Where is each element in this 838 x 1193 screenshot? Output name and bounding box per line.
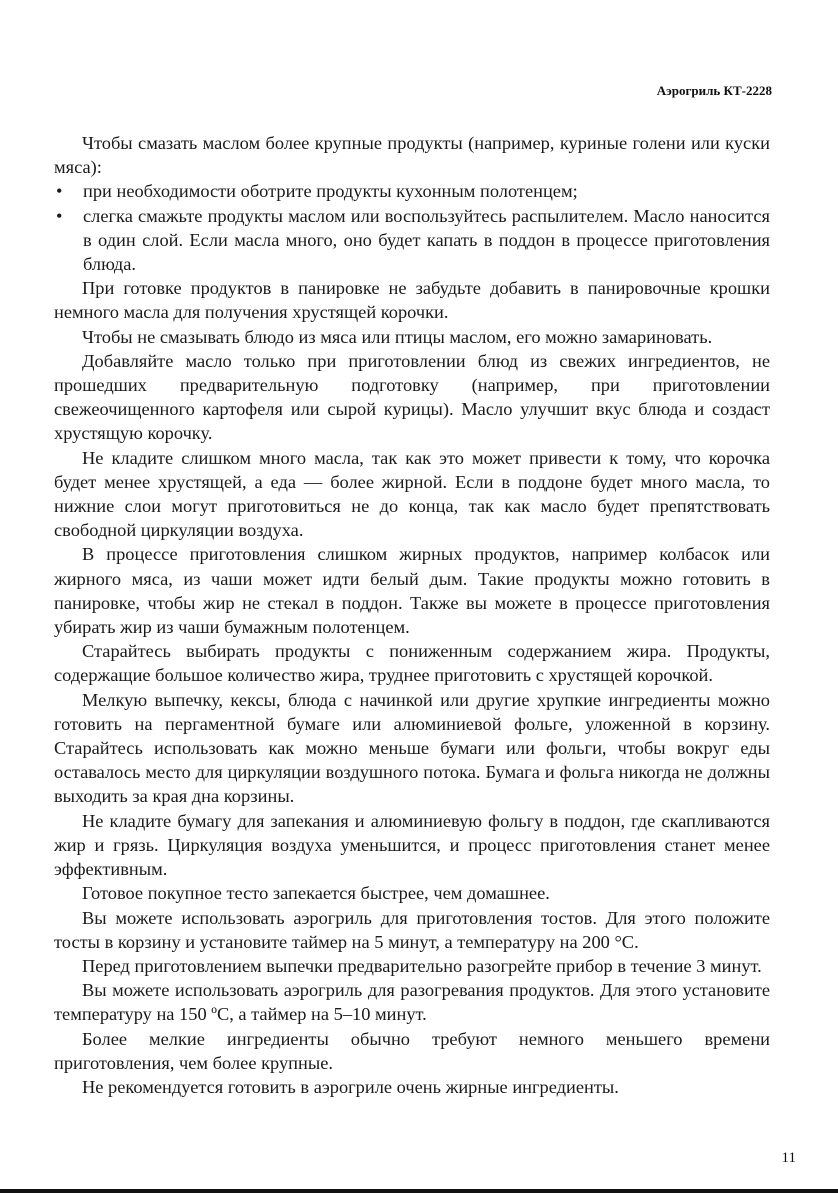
page-body xyxy=(54,131,770,1099)
list-item-text: слегка смажьте продукты маслом или воспользуйтесь распылителем. Масло наносится в один слой. Если масла много, оно будет капать в поддон в процессе приготовления блюда. xyxy=(83,205,770,275)
paragraph: Добавляйте масло только при приготовлении блюд из свежих ингредиентов, не прошедших предварительную подготовку (например, при приготовлении свежеочищенного картофеля или сырой курицы). Масло улучшит вкус блюда и создаст хрустящую корочку. xyxy=(54,350,770,444)
paragraph: Не рекомендуется готовить в аэрогриле очень жирные ингредиенты. xyxy=(82,1076,619,1097)
bullet-list xyxy=(54,179,770,276)
paragraph: В процессе приготовления слишком жирных продуктов, например колбасок или жирного мяса, из чаши может идти белый дым. Такие продукты можно готовить в панировке, чтобы жир не стекал в поддон. Также вы можете в процессе приготовления убирать жир из чаши бумажным полотенцем. xyxy=(54,544,770,638)
list-item xyxy=(54,204,770,277)
bottom-rule xyxy=(0,1189,838,1193)
paragraph: Не кладите бумагу для запекания и алюминиевую фольгу в поддон, где скапливаются жир и грязь. Циркуляция воздуха уменьшится, и процесс приготовления станет менее эффективным. xyxy=(54,810,770,880)
list-item-text: при необходимости оботрите продукты кухонным полотенцем; xyxy=(83,181,578,202)
paragraph: Более мелкие ингредиенты обычно требуют немного меньшего времени приготовления, чем более крупные. xyxy=(54,1028,770,1073)
bullet-marker: • xyxy=(56,181,63,202)
paragraph: Вы можете использовать аэрогриль для разогревания продуктов. Для этого установите температуру на 150 ºС, а таймер на 5–10 минут. xyxy=(54,980,770,1025)
paragraph: При готовке продуктов в панировке не забудьте добавить в панировочные крошки немного масла для получения хрустящей корочки. xyxy=(54,278,770,323)
paragraph: Чтобы не смазывать блюдо из мяса или птицы маслом, его можно замариновать. xyxy=(82,326,713,347)
paragraph: Готовое покупное тесто запекается быстрее, чем домашнее. xyxy=(82,883,550,904)
paragraph: Перед приготовлением выпечки предварительно разогрейте прибор в течение 3 минут. xyxy=(82,955,762,976)
paragraph: Не кладите слишком много масла, так как это может привести к тому, что корочка будет менее хрустящей, а еда — более жирной. Если в поддоне будет много масла, то нижние слои могут приготовиться не до конца, так как масло будет препятствовать свободной циркуляции воздуха. xyxy=(54,447,770,541)
paragraph: Старайтесь выбирать продукты с пониженным содержанием жира. Продукты, содержащие большое количество жира, труднее приготовить с хрустящей корочкой. xyxy=(54,641,770,686)
bullet-marker: • xyxy=(56,205,63,226)
running-header: Аэрогриль КТ-2228 xyxy=(656,83,772,98)
paragraph: Вы можете использовать аэрогриль для приготовления тостов. Для этого положите тосты в корзину и установите таймер на 5 минут, а температуру на 200 °С. xyxy=(54,907,770,952)
paragraph: Мелкую выпечку, кексы, блюда с начинкой или другие хрупкие ингредиенты можно готовить на пергаментной бумаге или алюминиевой фольге, уложенной в корзину. Старайтесь использовать как можно меньше бумаги или фольги, чтобы вокруг еды оставалось место для циркуляции воздушного потока. Бумага и фольга никогда не должны выходить за края дна корзины. xyxy=(54,689,770,807)
intro-paragraph: Чтобы смазать маслом более крупные продукты (например, куриные голени или куски мяса): xyxy=(54,133,770,178)
page-number: 11 xyxy=(781,1150,796,1166)
list-item xyxy=(54,179,770,203)
